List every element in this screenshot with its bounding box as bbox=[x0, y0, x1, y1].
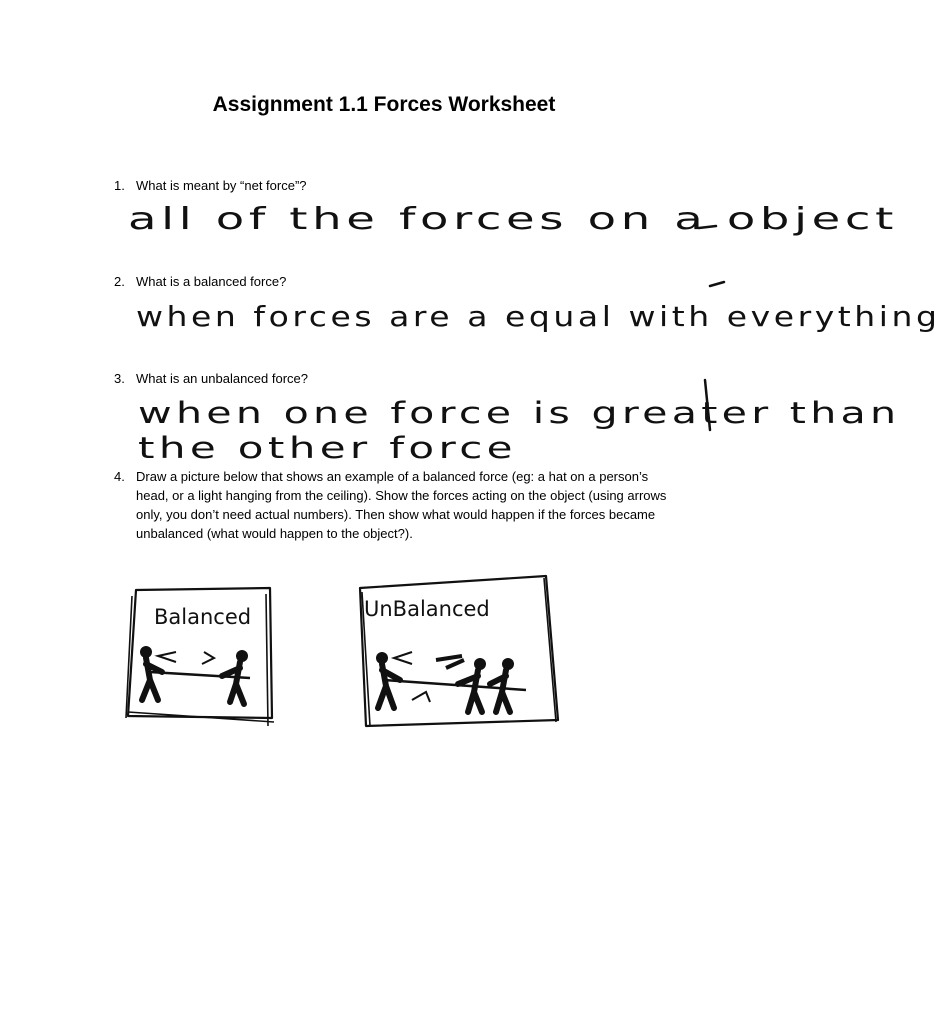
handwritten-answer-3-line1: when one force is greater than bbox=[138, 396, 901, 430]
question-text: What is a balanced force? bbox=[136, 274, 287, 289]
question-text: What is meant by “net force”? bbox=[136, 178, 307, 193]
handwritten-answer-3-line2: the other force bbox=[138, 431, 517, 465]
question-text: Draw a picture below that shows an example of a balanced force (eg: a hat on a person’s head, or a light hanging from the ceiling). Show the forces acting on the object (using arrows only, you don’t need actual numbers). Then show what would happen if the forces became unbalanced (what would happen to the object?). bbox=[136, 469, 667, 541]
handwritten-answer-2: when forces are a equal with everything bbox=[136, 300, 941, 333]
page-title: Assignment 1.1 Forces Worksheet bbox=[212, 93, 556, 116]
unbalanced-label: UnBalanced bbox=[364, 597, 490, 621]
question-number: 4. bbox=[114, 469, 125, 484]
question-text: What is an unbalanced force? bbox=[136, 371, 308, 386]
question-number: 3. bbox=[114, 371, 125, 386]
balanced-label: Balanced bbox=[154, 605, 252, 629]
question-number: 1. bbox=[114, 178, 125, 193]
handwritten-answer-1: all of the forces on a object bbox=[128, 202, 899, 237]
question-number: 2. bbox=[114, 274, 125, 289]
